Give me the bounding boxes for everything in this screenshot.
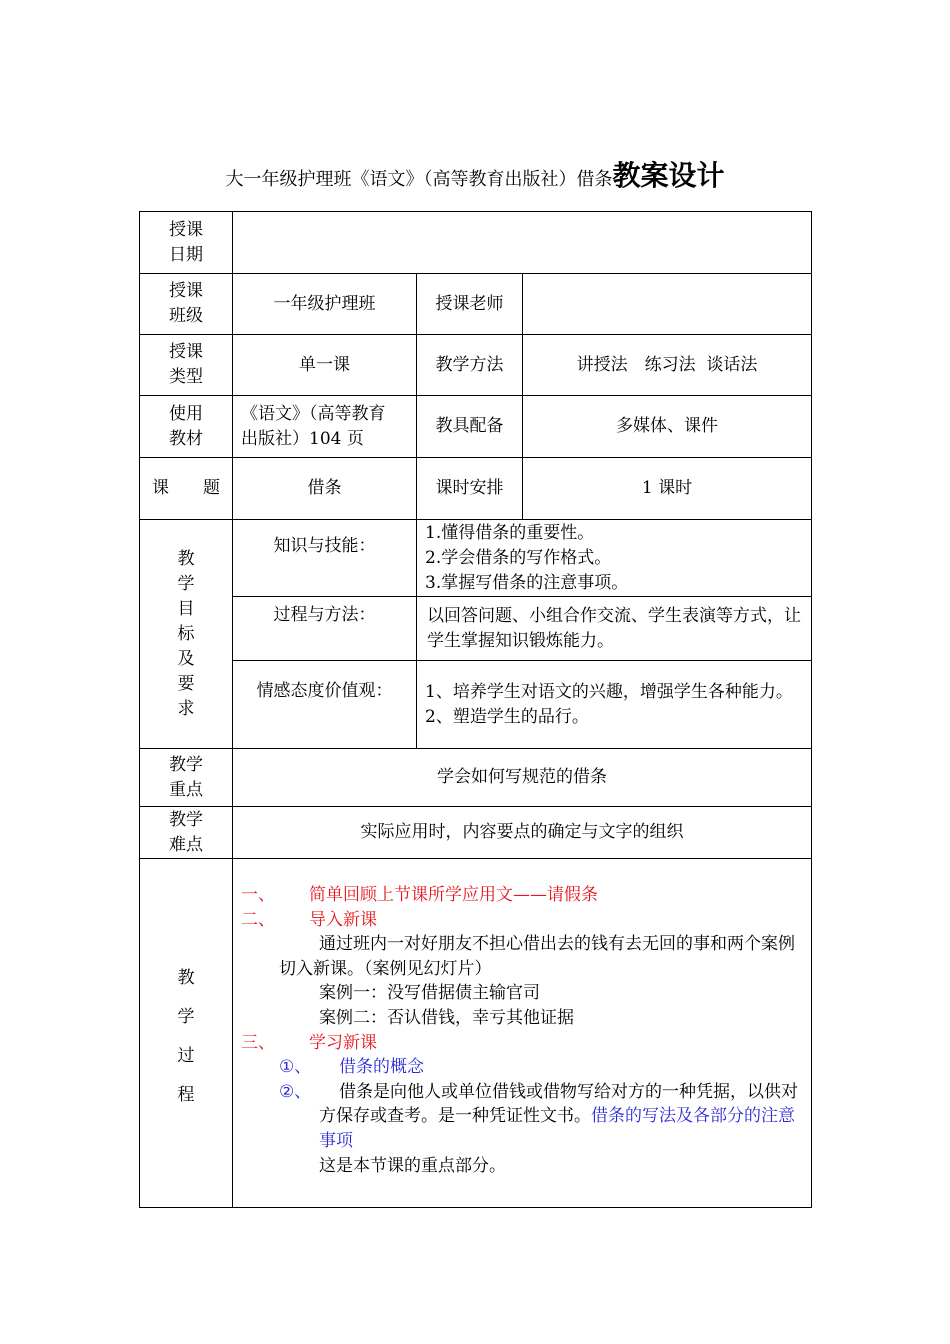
subsection-1: ①、 借条的概念 xyxy=(279,1057,424,1078)
section-2: 二、 导入新课 xyxy=(241,909,377,930)
case-2: 案例二：否认借钱，幸亏其他证据 xyxy=(319,1007,574,1028)
row-knowledge xyxy=(140,520,812,597)
value-topic: 借条 xyxy=(233,458,417,520)
row-class xyxy=(140,274,812,335)
label-key-point: 教学 重点 xyxy=(140,749,233,807)
label-material: 使用 教材 xyxy=(140,396,233,458)
row-date xyxy=(140,212,812,274)
value-emotion: 1、培养学生对语文的兴趣，增强学生各种能力。 2、塑造学生的品行。 xyxy=(417,661,812,749)
value-teacher xyxy=(523,274,812,335)
section-3: 三、 学习新课 xyxy=(241,1032,377,1053)
value-date xyxy=(233,212,812,274)
value-material: 《语文》（高等教育 出版社）104 页 xyxy=(233,396,417,458)
row-key-point xyxy=(140,749,812,807)
label-type: 授课 类型 xyxy=(140,335,233,396)
row-material xyxy=(140,396,812,458)
row-emotion xyxy=(140,661,812,749)
value-class: 一年级护理班 xyxy=(233,274,417,335)
row-teaching-process xyxy=(140,859,812,1208)
label-difficulty: 教学 难点 xyxy=(140,807,233,859)
value-hours: 1 课时 xyxy=(523,458,812,520)
value-difficulty: 实际应用时，内容要点的确定与文字的组织 xyxy=(233,807,812,859)
label-hours: 课时安排 xyxy=(417,458,523,520)
label-equipment: 教具配备 xyxy=(417,396,523,458)
lesson-plan-table xyxy=(139,211,812,1208)
row-difficulty xyxy=(140,807,812,859)
row-topic xyxy=(140,458,812,520)
label-date: 授课 日期 xyxy=(140,212,233,274)
title-prefix: 大一年级护理班《语文》（高等教育出版社）借条 xyxy=(225,169,613,190)
label-objectives: 教 学 目 标 及 要 求 xyxy=(140,520,233,749)
row-process-method xyxy=(140,597,812,661)
title-emphasis: 教案设计 xyxy=(612,159,725,192)
case-1: 案例一：没写借据债主输官司 xyxy=(319,983,540,1004)
label-emotion: 情感态度价值观： xyxy=(233,661,417,749)
value-key-point: 学会如何写规范的借条 xyxy=(233,749,812,807)
section-1: 一、 简单回顾上节课所学应用文——请假条 xyxy=(241,885,598,905)
subsection-2: ②、 借条是向他人或单位借钱或借物写给对方的一种凭据，以供对方保存或查考。是一种凭证性文书。借条的写法及各部分的注意事项 xyxy=(279,1081,798,1151)
page-title xyxy=(0,158,950,198)
label-method: 教学方法 xyxy=(417,335,523,396)
label-teacher: 授课老师 xyxy=(417,274,523,335)
value-method: 讲授法 练习法 谈话法 xyxy=(523,335,812,396)
label-teaching-process: 教 学 过 程 xyxy=(140,859,233,1208)
intro-paragraph: 通过班内一对好朋友不担心借出去的钱有去无回的事和两个案例切入新课。（案例见幻灯片） xyxy=(279,934,795,979)
label-class: 授课 班级 xyxy=(140,274,233,335)
label-process-method: 过程与方法： xyxy=(233,597,417,661)
value-process-method: 以回答问题、小组合作交流、学生表演等方式，让学生掌握知识锻炼能力。 xyxy=(417,597,812,661)
value-type: 单一课 xyxy=(233,335,417,396)
value-teaching-process xyxy=(233,859,812,1208)
label-topic: 课 题 xyxy=(140,458,233,520)
value-equipment: 多媒体、课件 xyxy=(523,396,812,458)
value-knowledge: 1.懂得借条的重要性。 2.学会借条的写作格式。 3.掌握写借条的注意事项。 xyxy=(417,520,812,597)
closing-note: 这是本节课的重点部分。 xyxy=(319,1155,506,1176)
row-type xyxy=(140,335,812,396)
label-knowledge: 知识与技能： xyxy=(233,520,417,597)
